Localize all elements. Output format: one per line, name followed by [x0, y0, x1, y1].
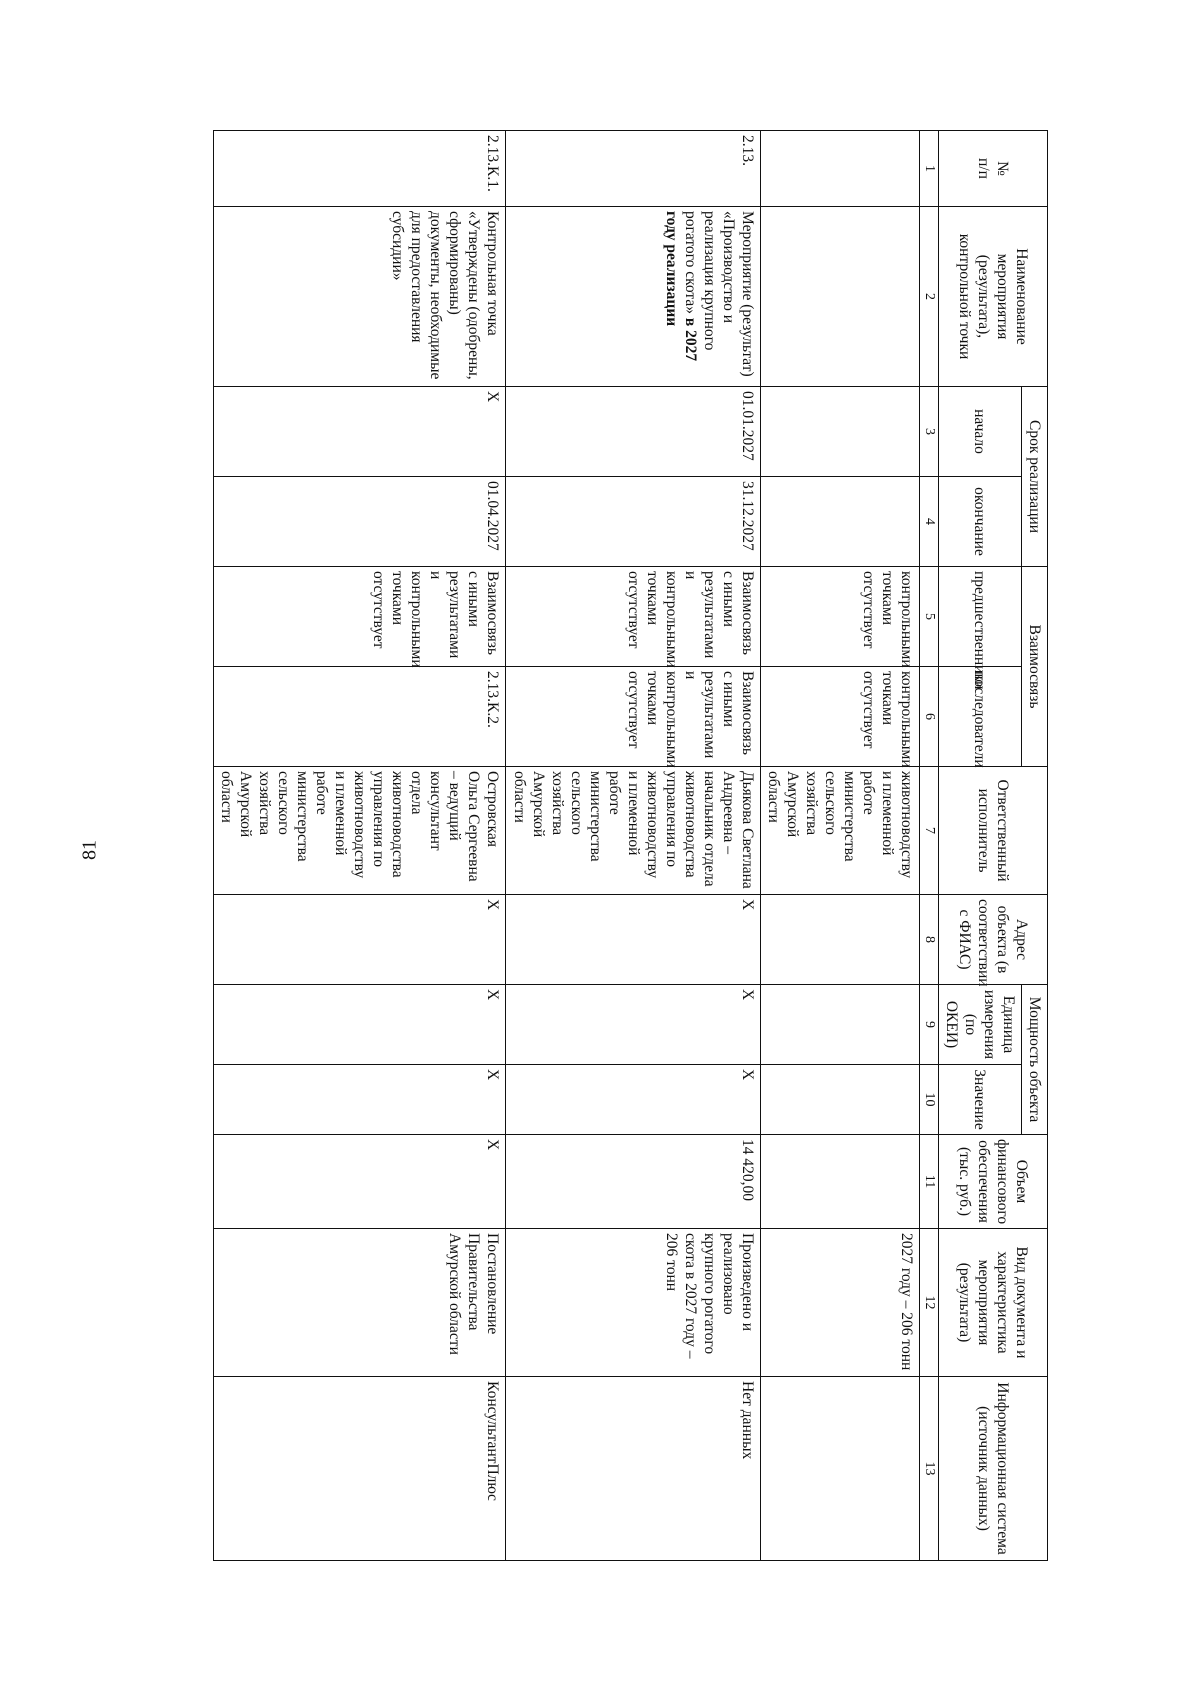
cell-info-system: КонсультантПлюс	[214, 1377, 506, 1561]
rotated-table-container	[148, 130, 1048, 1560]
col-number: 7	[920, 767, 939, 895]
header-document: Вид документа и характеристика мероприятия (результата)	[939, 1229, 1048, 1377]
header-value: Значение	[939, 1065, 1022, 1135]
table-row	[214, 131, 506, 1561]
col-number: 4	[920, 477, 939, 567]
col-number: 13	[920, 1377, 939, 1561]
cell-successors: контрольными точками отсутствует	[761, 667, 920, 767]
cell-start	[761, 387, 920, 477]
cell-info-system: Нет данных	[506, 1377, 761, 1561]
header-responsible: Ответственный исполнитель	[939, 767, 1048, 895]
header-predecessors: предшественники	[939, 567, 1022, 667]
cell-funding: 14 420,00	[506, 1135, 761, 1229]
col-number: 9	[920, 985, 939, 1065]
cell-predecessors: Взаимосвязь с иными результатами и контрольными точками отсутствует	[214, 567, 506, 667]
cell-successors: Взаимосвязь с иными результатами и контрольными точками отсутствует	[506, 667, 761, 767]
cell-responsible: животноводству и племенной работе министерства сельского хозяйства Амурской области	[761, 767, 920, 895]
header-end: окончание	[939, 477, 1022, 567]
cell-successors: 2.13.К.2.	[214, 667, 506, 767]
header-name: Наименование мероприятия (результата), контрольной точки	[939, 207, 1048, 387]
cell-predecessors: Взаимосвязь с иными результатами и контрольными точками отсутствует	[506, 567, 761, 667]
cell-end: 31.12.2027	[506, 477, 761, 567]
col-number: 5	[920, 567, 939, 667]
cell-unit	[761, 985, 920, 1065]
cell-name: Контрольная точка «Утверждены (одобрены, сформированы) документы, необходимые для предоставления субсидии»	[214, 207, 506, 387]
cell-end: 01.04.2027	[214, 477, 506, 567]
cell-num: 2.13.	[506, 131, 761, 207]
col-number: 8	[920, 895, 939, 985]
cell-start: 01.01.2027	[506, 387, 761, 477]
col-number: 11	[920, 1135, 939, 1229]
cell-document: Постановление Правительства Амурской области	[214, 1229, 506, 1377]
header-start: начало	[939, 387, 1022, 477]
col-number: 1	[920, 131, 939, 207]
cell-funding	[761, 1135, 920, 1229]
cell-name	[506, 207, 761, 387]
col-number: 3	[920, 387, 939, 477]
cell-unit: Х	[214, 985, 506, 1065]
header-unit: Единица измерения (по ОКЕИ)	[939, 985, 1022, 1065]
col-number: 2	[920, 207, 939, 387]
col-number: 10	[920, 1065, 939, 1135]
col-number: 12	[920, 1229, 939, 1377]
cell-num	[761, 131, 920, 207]
cell-value: Х	[506, 1065, 761, 1135]
header-row-1	[1022, 131, 1048, 1561]
cell-address: Х	[214, 895, 506, 985]
table-row	[761, 131, 920, 1561]
cell-unit: Х	[506, 985, 761, 1065]
cell-address: Х	[506, 895, 761, 985]
cell-document: Произведено и реализовано крупного рогатого скота в 2027 году – 206 тонн	[506, 1229, 761, 1377]
cell-responsible: Дьякова Светлана Андреевна – начальник отдела животноводства управления по животноводству и племенной работе министерства сельского хозяйства Амурской области	[506, 767, 761, 895]
cell-name-bold: в 2027 году реализации	[663, 211, 699, 362]
cell-num: 2.13.К.1.	[214, 131, 506, 207]
header-address: Адрес объекта (в соответствии с ФИАС)	[939, 895, 1048, 985]
cell-funding: Х	[214, 1135, 506, 1229]
cell-value	[761, 1065, 920, 1135]
implementation-plan-table	[213, 130, 1048, 1561]
header-funding: Объем финансового обеспечения (тыс. руб.)	[939, 1135, 1048, 1229]
cell-info-system	[761, 1377, 920, 1561]
header-successors: последователи	[939, 667, 1022, 767]
header-num: № п/п	[939, 131, 1048, 207]
cell-responsible: Островская Ольга Сергеевна – ведущий консультант отдела животноводства управления по животноводству и племенной работе министерства сельского хозяйства Амурской области	[214, 767, 506, 895]
cell-document: 2027 году – 206 тонн	[761, 1229, 920, 1377]
cell-start: Х	[214, 387, 506, 477]
cell-end	[761, 477, 920, 567]
cell-name-text: Мероприятие (результат) «Производство и реализация крупного рогатого скота»	[682, 211, 756, 377]
cell-value: Х	[214, 1065, 506, 1135]
cell-name	[761, 207, 920, 387]
header-capacity: Мощность объекта	[1022, 985, 1048, 1135]
column-number-row	[920, 131, 939, 1561]
page-number: 81	[78, 840, 101, 860]
header-relation: Взаимосвязь	[1022, 567, 1048, 767]
col-number: 6	[920, 667, 939, 767]
cell-predecessors: контрольными точками отсутствует	[761, 567, 920, 667]
table-row	[506, 131, 761, 1561]
cell-address	[761, 895, 920, 985]
header-term: Срок реализации	[1022, 387, 1048, 567]
header-info-system: Информационная система (источник данных)	[939, 1377, 1048, 1561]
